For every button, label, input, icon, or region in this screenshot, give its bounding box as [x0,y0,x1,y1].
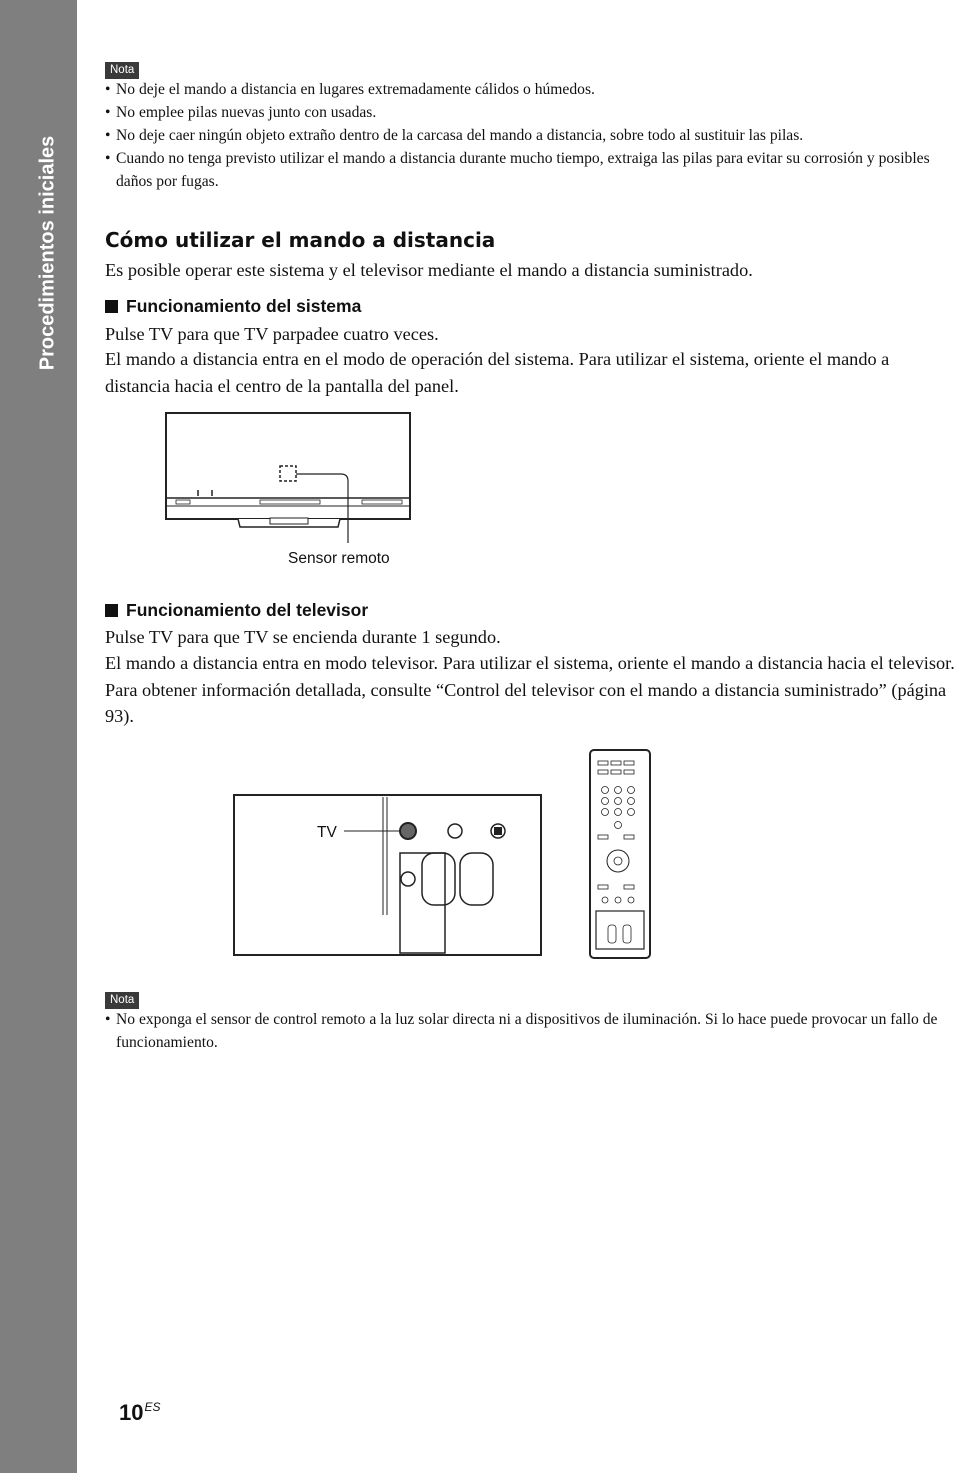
square-marker-icon [105,300,118,313]
remote-tv-figure [230,745,660,967]
note-list [105,1008,945,1054]
subsection-title-tv: Funcionamiento del televisor [105,598,368,622]
figure-label-sensor: Sensor remoto [288,550,390,567]
side-tab-label: Procedimientos iniciales [36,135,59,371]
list-item: • No deje el mando a distancia en lugares extremadamente cálidos o húmedos. [105,78,940,101]
list-item: • No exponga el sensor de control remoto a la luz solar directa ni a dispositivos de iluminación. Si lo hace puede provocar un fallo de funcionamiento. [105,1008,945,1054]
page-number: $10^{ES}$ [119,1400,161,1425]
figure-label-tv: TV [317,824,337,841]
tv-line-2: El mando a distancia entra en modo televisor. Para utilizar el sistema, oriente el mando a distancia hacia el televisor. Para obtener información detallada, consulte “Control del televisor con el mando a distancia suministrado” (página 93). [105,653,955,726]
section-intro: Es posible operar este sistema y el televisor mediante el mando a distancia suministrado. [105,260,753,280]
list-item: • No emplee pilas nuevas junto con usadas. [105,101,940,124]
tv-line-1: Pulse TV para que TV se encienda durante 1 segundo. [105,627,501,647]
system-line-1: Pulse TV para que TV parpadee cuatro veces. [105,324,439,344]
list-item: • No deje caer ningún objeto extraño dentro de la carcasa del mando a distancia, sobre todo al sustituir las pilas. [105,124,940,147]
section-title: Cómo utilizar el mando a distancia [105,228,496,252]
note-badge: Nota [105,990,139,1009]
note-badge: Nota [105,60,139,79]
subsection-title-system: Funcionamiento del sistema [105,294,361,318]
panel-sensor-figure [160,410,420,575]
system-line-2: El mando a distancia entra en el modo de operación del sistema. Para utilizar el sistema, oriente el mando a distancia hacia el centro de la pantalla del panel. [105,349,890,396]
note-list [105,78,940,193]
list-item: • Cuando no tenga previsto utilizar el mando a distancia durante mucho tiempo, extraiga las pilas para evitar su corrosión y posibles daños por fugas. [105,147,940,193]
square-marker-icon [105,604,118,617]
side-tab [0,0,77,1473]
